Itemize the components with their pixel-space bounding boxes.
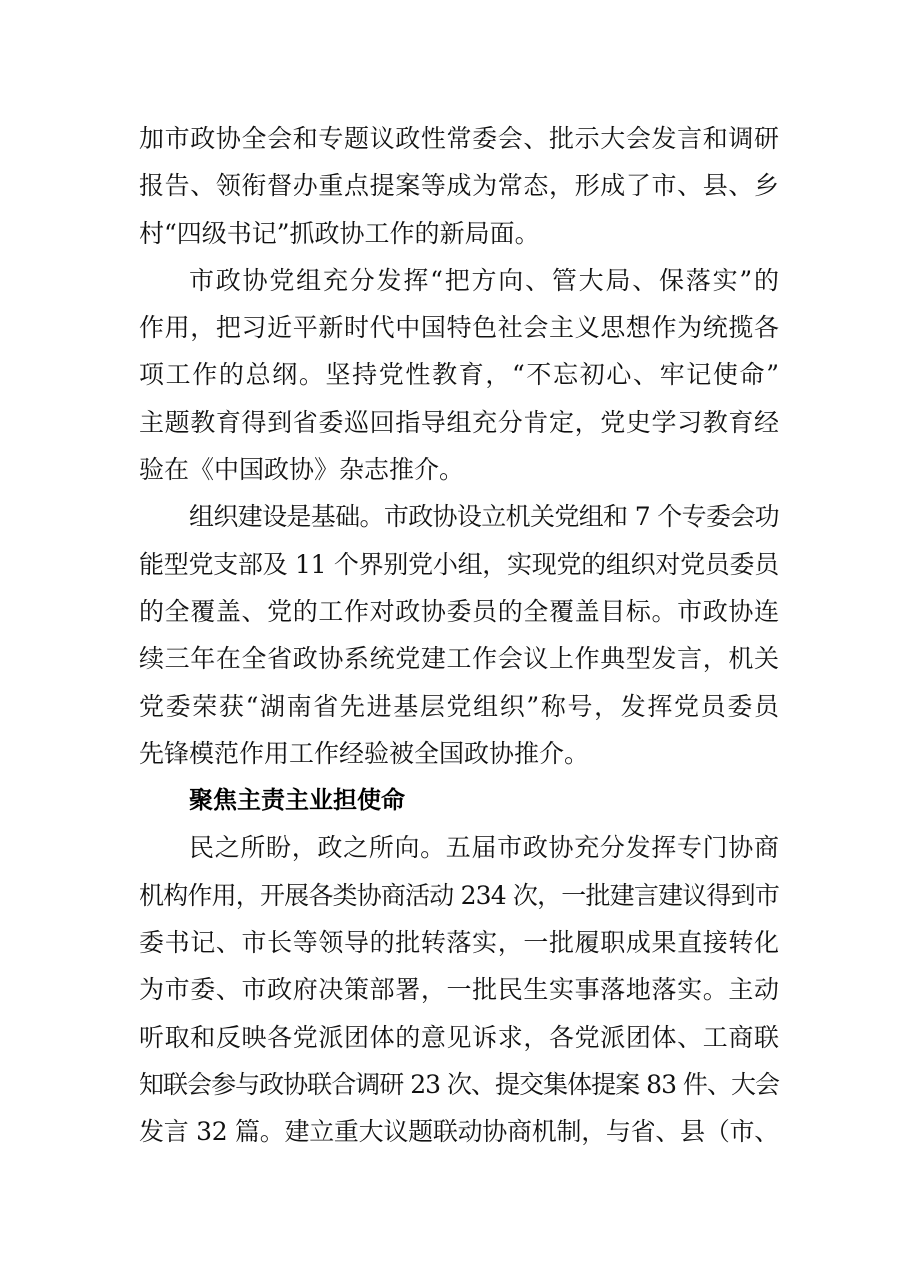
text-line: 验在《中国政协》杂志推介。 bbox=[139, 455, 465, 485]
text-line: 委书记、市长等领导的批转落实，一批履职成果直接转化 bbox=[139, 928, 779, 958]
text-line: 的全覆盖、党的工作对政协委员的全覆盖目标。市政协连 bbox=[139, 596, 779, 626]
paragraph-2 bbox=[139, 257, 779, 493]
text-line: 主题教育得到省委巡回指导组充分肯定，党史学习教育经 bbox=[139, 407, 779, 437]
text-line: 党委荣获“湖南省先进基层党组织”称号，发挥党员委员 bbox=[139, 691, 779, 721]
text-line: 加市政协全会和专题议政性常委会、批示大会发言和调研 bbox=[139, 124, 779, 153]
text-line: 组织建设是基础。市政协设立机关党组和 7 个专委会功 bbox=[189, 502, 779, 532]
text-line: 作用，把习近平新时代中国特色社会主义思想作为统揽各 bbox=[139, 313, 779, 343]
text-line: 项工作的总纲。坚持党性教育，“不忘初心、牢记使命” bbox=[139, 360, 779, 390]
text-line: 市政协党组充分发挥“把方向、管大局、保落实”的 bbox=[189, 265, 779, 295]
paragraph-1 bbox=[139, 115, 779, 257]
text-line: 为市委、市政府决策部署，一批民生实事落地落实。主动 bbox=[139, 975, 779, 1005]
text-line: 发言 32 篇。建立重大议题联动协商机制，与省、县（市、 bbox=[139, 1117, 779, 1147]
paragraph-4 bbox=[139, 824, 779, 1155]
text-line: 知联会参与政协联合调研 23 次、提交集体提案 83 件、大会 bbox=[139, 1069, 779, 1099]
text-line: 民之所盼，政之所向。五届市政协充分发挥专门协商 bbox=[189, 833, 779, 863]
text-line: 村“四级书记”抓政协工作的新局面。 bbox=[139, 218, 540, 248]
paragraph-3 bbox=[139, 493, 779, 777]
text-line: 先锋模范作用工作经验被全国政协推介。 bbox=[139, 738, 590, 768]
text-line: 报告、领衔督办重点提案等成为常态，形成了市、县、乡 bbox=[139, 171, 779, 201]
text-line: 续三年在全省政协系统党建工作会议上作典型发言，机关 bbox=[139, 644, 779, 674]
text-line: 能型党支部及 11 个界别党小组，实现党的组织对党员委员 bbox=[139, 549, 779, 579]
document-body bbox=[139, 115, 779, 1156]
text-line: 机构作用，开展各类协商活动 234 次，一批建言建议得到市 bbox=[139, 880, 779, 910]
text-line: 听取和反映各党派团体的意见诉求，各党派团体、工商联 bbox=[139, 1022, 779, 1052]
section-heading: 聚焦主责主业担使命 bbox=[189, 786, 405, 815]
